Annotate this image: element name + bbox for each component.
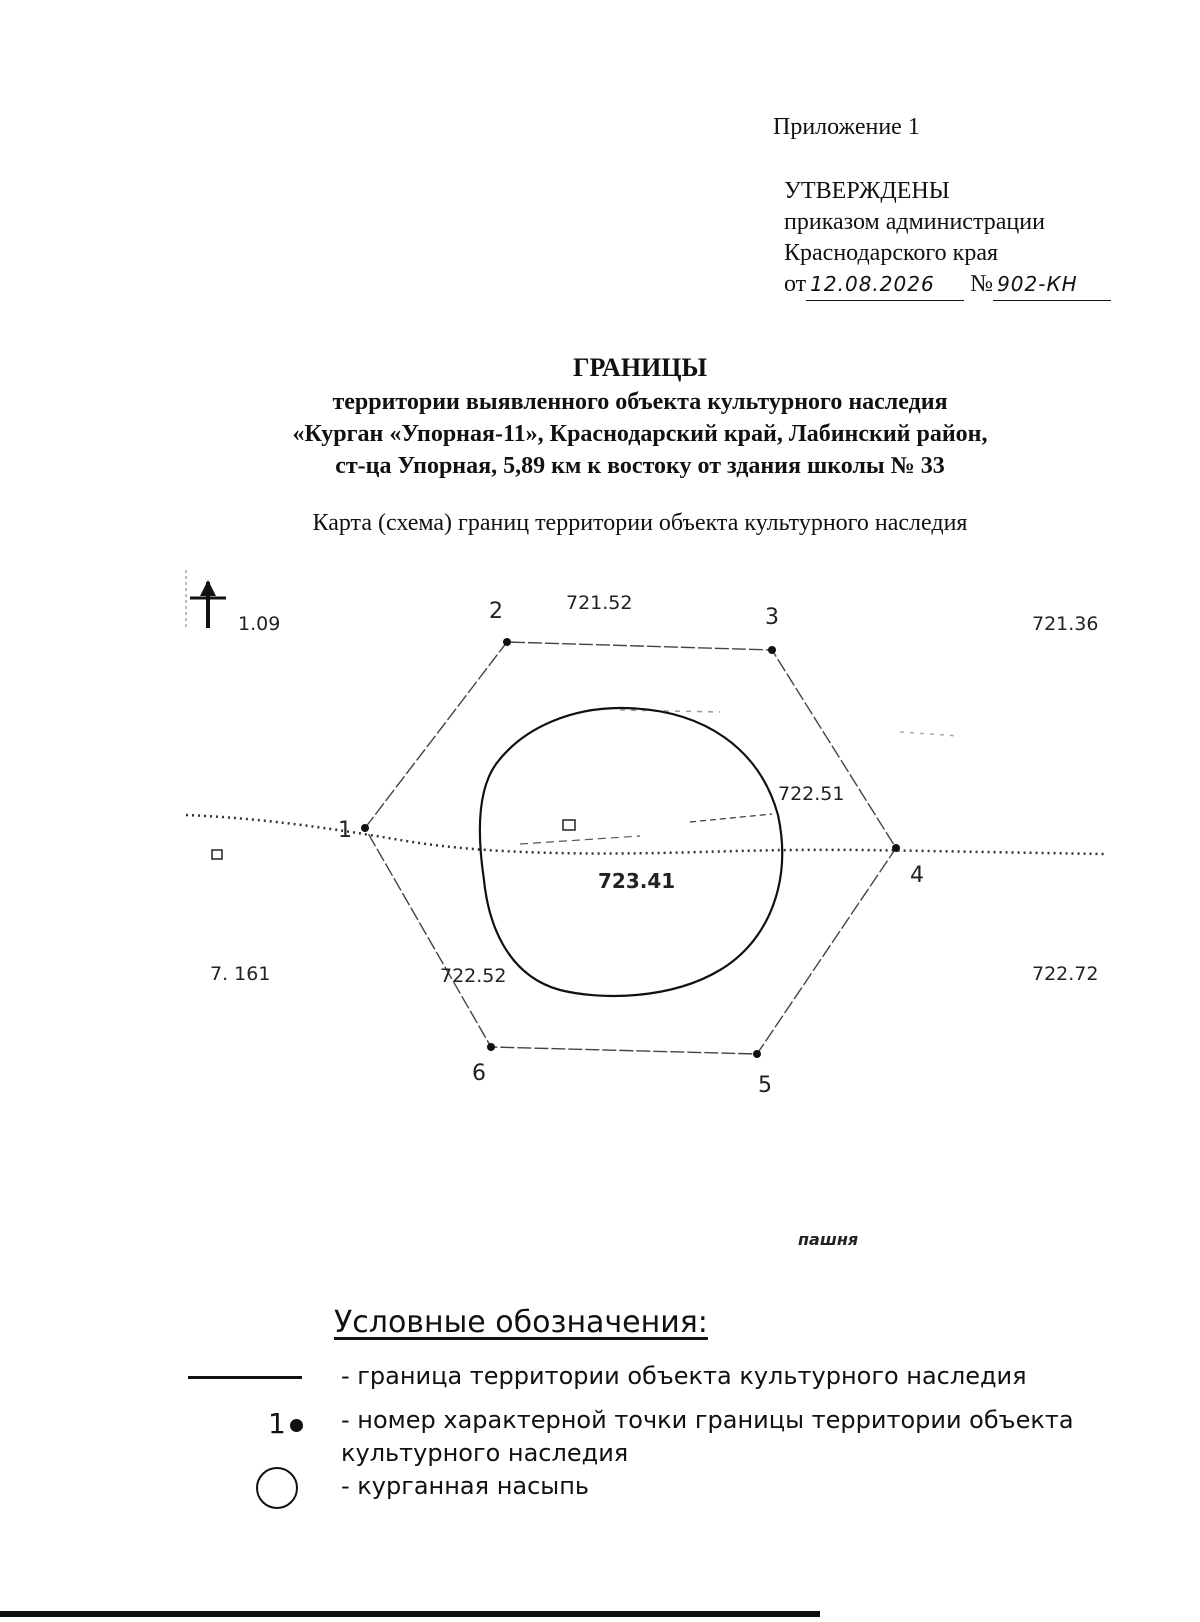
approved-by-line: приказом администрации xyxy=(784,209,1045,235)
point-label-1: 1 xyxy=(338,818,352,843)
point-label-5: 5 xyxy=(758,1073,772,1098)
boundary-point-5 xyxy=(753,1050,761,1058)
north-arrow-icon xyxy=(186,570,226,630)
point-label-3: 3 xyxy=(765,605,779,630)
page-bottom-edge xyxy=(0,1611,820,1617)
legend-point-text-2: культурного наследия xyxy=(341,1439,629,1467)
approved-region-line: Краснодарского края xyxy=(784,240,999,266)
legend-boundary-line-icon xyxy=(188,1376,302,1379)
from-label: от xyxy=(784,271,807,297)
handwritten-number: 902-КН xyxy=(993,269,1111,301)
elevation-lower-left-inner: 722.52 xyxy=(440,965,507,987)
elevation-top-right: 721.36 xyxy=(1032,613,1099,635)
document-title xyxy=(120,352,1160,482)
elevation-top-left: 1.09 xyxy=(238,613,281,635)
boundary-point-2 xyxy=(503,638,511,646)
elevation-inner-right: 722.51 xyxy=(778,783,845,805)
title-main: ГРАНИЦЫ xyxy=(572,353,708,382)
title-line-1: территории выявленного объекта культурного наследия xyxy=(332,389,948,415)
land-use-label: пашня xyxy=(798,1230,859,1249)
boundary-point-1 xyxy=(361,824,369,832)
map-caption: Карта (схема) границ территории объекта культурного наследия xyxy=(312,510,968,536)
point-label-2: 2 xyxy=(489,599,503,624)
legend-mound-text: - курганная насыпь xyxy=(341,1472,590,1500)
dotted-road-line xyxy=(186,815,1105,854)
elevation-center: 723.41 xyxy=(598,869,676,893)
legend-point-text-1: - номер характерной точки границы территории объекта xyxy=(341,1406,1074,1434)
faint-contour xyxy=(690,814,772,822)
legend-point-symbol xyxy=(268,1407,303,1440)
legend-mound-circle-icon xyxy=(256,1467,298,1509)
legend-boundary-text: - граница территории объекта культурного наследия xyxy=(341,1362,1027,1390)
point-label-4: 4 xyxy=(910,863,924,888)
title-line-2: «Курган «Упорная-11», Краснодарский край, Лабинский район, xyxy=(292,421,988,447)
boundary-scheme xyxy=(0,560,1200,1260)
approved-heading: УТВЕРЖДЕНЫ xyxy=(784,178,950,204)
territory-boundary xyxy=(365,642,896,1054)
legend-title: Условные обозначения: xyxy=(334,1305,708,1340)
boundary-point-3 xyxy=(768,646,776,654)
faint-contour xyxy=(900,732,960,736)
elevation-left-edge: 7. 161 xyxy=(210,963,271,985)
benchmark-marker-icon xyxy=(212,850,222,859)
benchmark-marker-icon xyxy=(563,820,575,830)
boundary-point-4 xyxy=(892,844,900,852)
elevation-edge-2-3: 721.52 xyxy=(566,592,633,614)
number-label: № xyxy=(970,271,994,297)
point-label-6: 6 xyxy=(472,1061,486,1086)
point-dot-icon xyxy=(290,1419,303,1432)
approval-stamp xyxy=(784,176,1111,301)
title-line-3: ст-ца Упорная, 5,89 км к востоку от здания школы № 33 xyxy=(335,453,945,479)
handwritten-date: 12.08.2026 xyxy=(806,269,964,301)
faint-contour xyxy=(620,710,720,712)
annex-label: Приложение 1 xyxy=(773,114,920,140)
boundary-point-6 xyxy=(487,1043,495,1051)
elevation-right-edge: 722.72 xyxy=(1032,963,1099,985)
legend-point-number: 1 xyxy=(268,1407,286,1440)
faint-contour xyxy=(520,836,640,844)
approved-date-line xyxy=(784,269,1111,301)
